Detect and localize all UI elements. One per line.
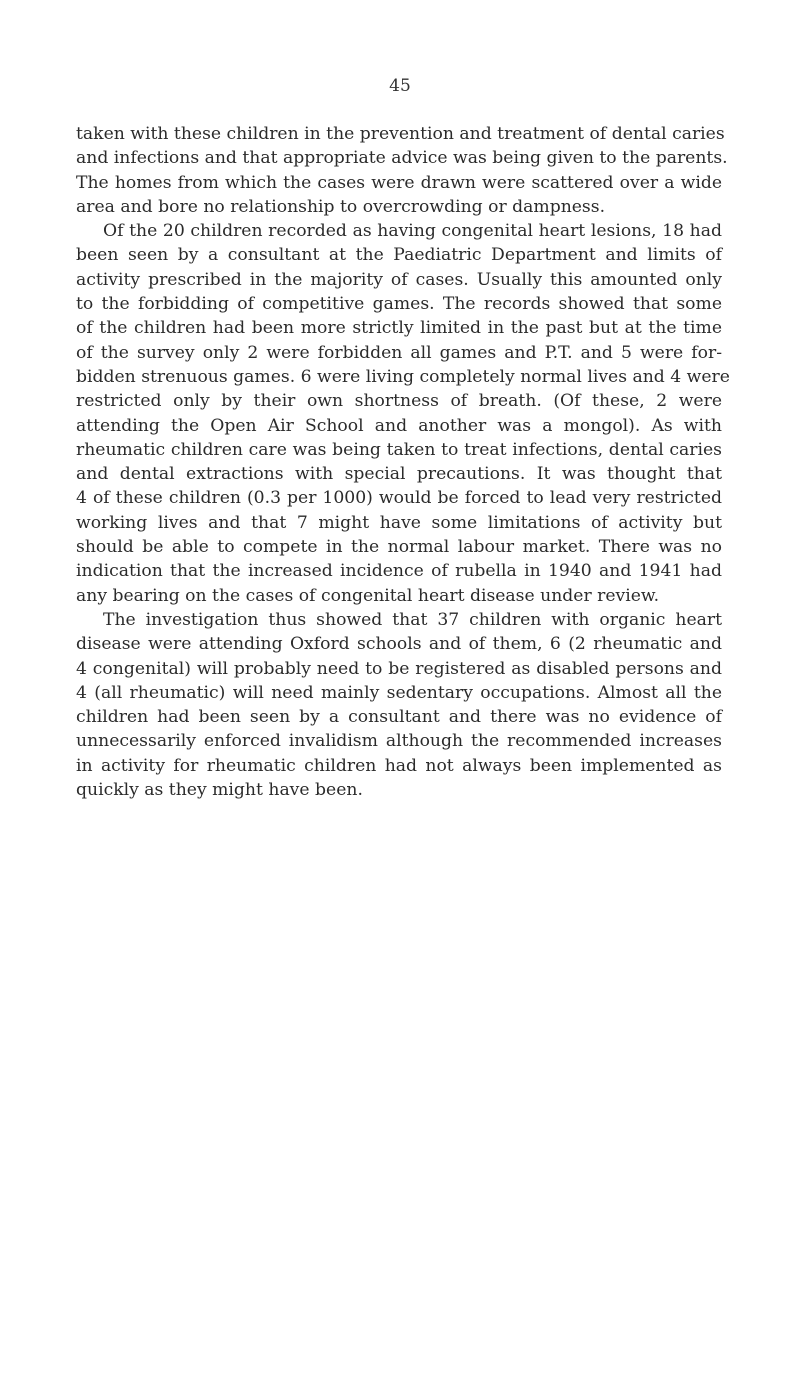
text-line: Of the 20 children recorded as having congenital heart lesions, 18 had xyxy=(103,221,722,242)
text-line: indication that the increased incidence of rubella in 1940 and 1941 had xyxy=(76,561,722,582)
text-line: The investigation thus showed that 37 children with organic heart xyxy=(103,609,722,630)
paragraph xyxy=(76,122,728,219)
text-line: any bearing on the cases of congenital heart disease under review. xyxy=(76,585,660,606)
text-line: 4 congenital) will probably need to be registered as disabled persons and xyxy=(76,658,722,679)
text-line: unnecessarily enforced invalidism although the recommended increases xyxy=(76,731,722,752)
text-line: and dental extractions with special precautions. It was thought that xyxy=(76,464,722,485)
text-line: 4 (all rheumatic) will need mainly sedentary occupations. Almost all the xyxy=(76,682,722,703)
text-line: to the forbidding of competitive games. The records showed that some xyxy=(76,294,722,315)
paragraph xyxy=(76,608,722,802)
text-line: rheumatic children care was being taken to treat infections, dental caries xyxy=(76,439,722,460)
text-line: attending the Open Air School and another was a mongol). As with xyxy=(76,415,722,436)
text-line: activity prescribed in the majority of cases. Usually this amounted only xyxy=(76,269,722,290)
text-line: should be able to compete in the normal labour market. There was no xyxy=(76,537,722,558)
text-line: children had been seen by a consultant and there was no evidence of xyxy=(76,707,722,728)
paragraph xyxy=(76,219,730,608)
text-line: disease were attending Oxford schools and of them, 6 (2 rheumatic and xyxy=(76,634,722,655)
body-text xyxy=(76,122,730,802)
text-line: restricted only by their own shortness of breath. (Of these, 2 were xyxy=(76,391,722,412)
text-line: The homes from which the cases were drawn were scattered over a wide xyxy=(76,172,722,193)
text-line: been seen by a consultant at the Paediatric Department and limits of xyxy=(76,245,722,266)
text-line: of the children had been more strictly limited in the past but at the time xyxy=(76,318,722,339)
text-line: 4 of these children (0.3 per 1000) would be forced to lead very restricted xyxy=(76,488,722,509)
text-line: of the survey only 2 were forbidden all games and P.T. and 5 were for- xyxy=(76,342,722,363)
page-number: 45 xyxy=(389,76,411,96)
text-line: bidden strenuous games. 6 were living completely normal lives and 4 were xyxy=(76,366,730,387)
text-line: area and bore no relationship to overcrowding or dampness. xyxy=(76,196,606,217)
text-line: taken with these children in the prevention and treatment of dental caries xyxy=(76,124,725,144)
text-line: and infections and that appropriate advice was being given to the parents. xyxy=(76,148,728,169)
text-line: in activity for rheumatic children had not always been implemented as xyxy=(76,755,722,776)
text-line: working lives and that 7 might have some limitations of activity but xyxy=(76,512,722,533)
text-line: quickly as they might have been. xyxy=(76,780,363,801)
